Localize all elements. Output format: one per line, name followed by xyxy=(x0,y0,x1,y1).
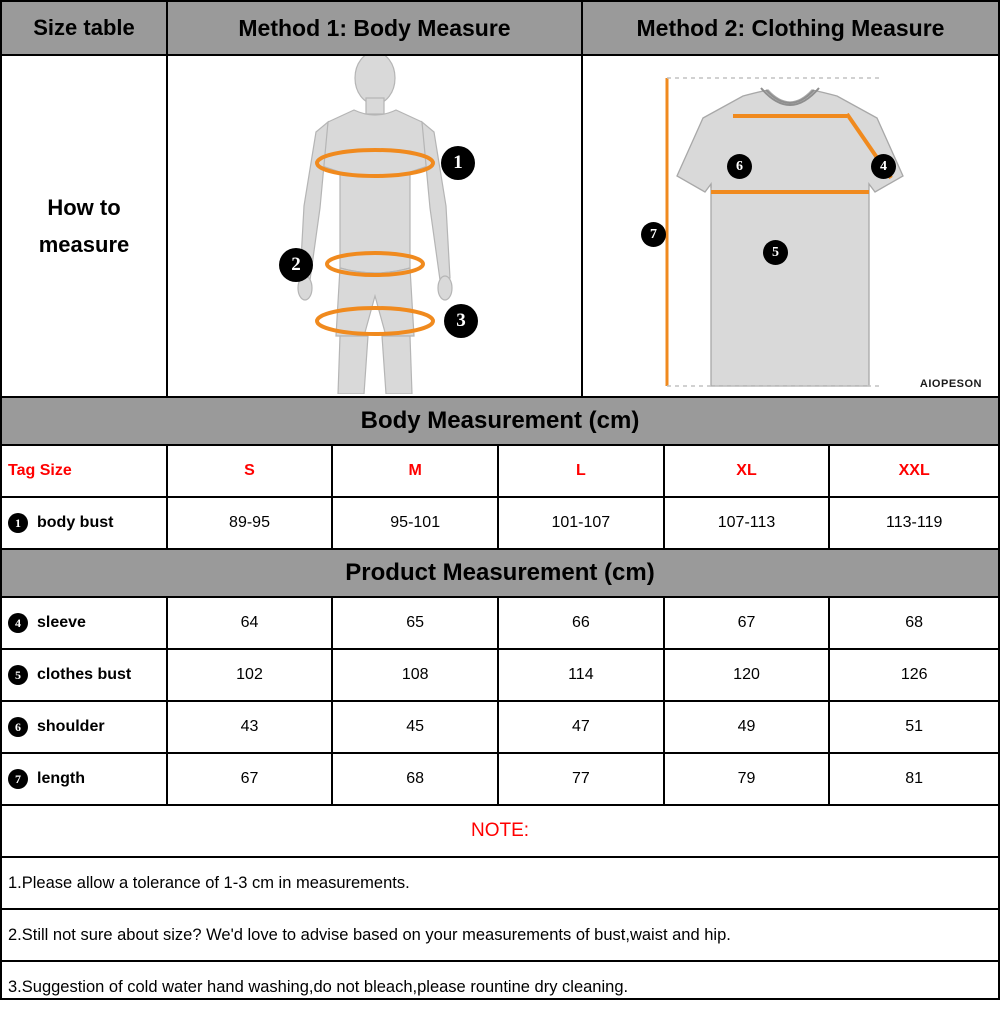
cell-length-xxl: 81 xyxy=(905,770,924,787)
how-to-measure-line2: measure xyxy=(38,232,130,257)
cell-body-bust-xxl: 113-119 xyxy=(886,514,943,531)
row-label-clothes-bust xyxy=(2,650,168,700)
header-size-table: Size table xyxy=(2,2,168,54)
cell-clothes-bust-m: 108 xyxy=(333,650,499,700)
cell-shoulder-xxl: 51 xyxy=(905,718,924,735)
illustration-row xyxy=(2,56,998,398)
cell-length-xl: 79 xyxy=(665,754,831,804)
body-measurement-title: Body Measurement (cm) xyxy=(2,398,998,446)
body-figure-icon xyxy=(168,56,581,394)
brand-watermark: AIOPESON xyxy=(919,378,982,390)
cell-clothes-bust-l: 114 xyxy=(499,650,665,700)
badge-number-icon: 6 xyxy=(8,717,28,737)
table-row xyxy=(2,598,998,650)
size-header-s: S xyxy=(168,446,334,496)
table-row xyxy=(2,702,998,754)
body-measurement-header-row xyxy=(2,446,998,498)
cell-shoulder-xl: 49 xyxy=(665,702,831,752)
badge-2: 2 xyxy=(279,248,313,282)
badge-5: 5 xyxy=(763,240,788,265)
header-method-2: Method 2: Clothing Measure xyxy=(636,14,945,41)
tag-size-header: Tag Size xyxy=(2,446,168,496)
badge-number-icon: 1 xyxy=(8,513,28,533)
note-line-3: 3.Suggestion of cold water hand washing,do not bleach,please rountine dry cleaning. xyxy=(8,977,629,996)
cell-clothes-bust-s: 102 xyxy=(168,650,334,700)
row-label-text: length xyxy=(37,770,85,787)
clothing-measure-illustration xyxy=(583,56,998,396)
body-measure-illustration xyxy=(168,56,583,396)
cell-sleeve-xxl: 68 xyxy=(905,614,924,631)
cell-body-bust-m: 95-101 xyxy=(333,498,499,548)
badge-number-icon: 5 xyxy=(8,665,28,685)
badge-number-icon: 4 xyxy=(8,613,28,633)
cell-length-l: 77 xyxy=(499,754,665,804)
table-row xyxy=(2,498,998,550)
cell-shoulder-s: 43 xyxy=(168,702,334,752)
row-label-sleeve xyxy=(2,598,168,648)
table-row xyxy=(2,754,998,806)
badge-number-icon: 7 xyxy=(8,769,28,789)
cell-clothes-bust-xl: 120 xyxy=(665,650,831,700)
note-line-1: 1.Please allow a tolerance of 1-3 cm in measurements. xyxy=(2,858,998,910)
cell-sleeve-xl: 67 xyxy=(665,598,831,648)
chart-header-row xyxy=(2,2,998,56)
cell-shoulder-l: 47 xyxy=(499,702,665,752)
note-line-2: 2.Still not sure about size? We'd love to advise based on your measurements of bust,waist and hip. xyxy=(2,910,998,962)
header-method-1: Method 1: Body Measure xyxy=(168,2,583,54)
badge-3: 3 xyxy=(444,304,478,338)
cell-body-bust-l: 101-107 xyxy=(499,498,665,548)
cell-length-m: 68 xyxy=(333,754,499,804)
cell-length-s: 67 xyxy=(168,754,334,804)
how-to-measure-label xyxy=(2,56,168,396)
badge-6: 6 xyxy=(727,154,752,179)
cell-body-bust-xl: 107-113 xyxy=(665,498,831,548)
cell-sleeve-s: 64 xyxy=(168,598,334,648)
badge-1: 1 xyxy=(441,146,475,180)
note-title: NOTE: xyxy=(2,806,998,858)
size-header-xxl: XXL xyxy=(898,462,930,479)
cell-sleeve-m: 65 xyxy=(333,598,499,648)
badge-4: 4 xyxy=(871,154,896,179)
cell-sleeve-l: 66 xyxy=(499,598,665,648)
product-measurement-title: Product Measurement (cm) xyxy=(2,550,998,598)
row-label-text: sleeve xyxy=(37,614,86,631)
row-label-body-bust xyxy=(2,498,168,548)
size-header-l: L xyxy=(499,446,665,496)
cell-clothes-bust-xxl: 126 xyxy=(900,666,928,683)
cell-body-bust-s: 89-95 xyxy=(168,498,334,548)
how-to-measure-line1: How to xyxy=(47,194,121,220)
row-label-text: clothes bust xyxy=(37,666,132,683)
size-header-m: M xyxy=(333,446,499,496)
row-label-text: body bust xyxy=(37,514,114,531)
badge-7: 7 xyxy=(641,222,666,247)
size-header-xl: XL xyxy=(665,446,831,496)
table-row xyxy=(2,650,998,702)
row-label-length xyxy=(2,754,168,804)
row-label-text: shoulder xyxy=(37,718,105,735)
row-label-shoulder xyxy=(2,702,168,752)
cell-shoulder-m: 45 xyxy=(333,702,499,752)
